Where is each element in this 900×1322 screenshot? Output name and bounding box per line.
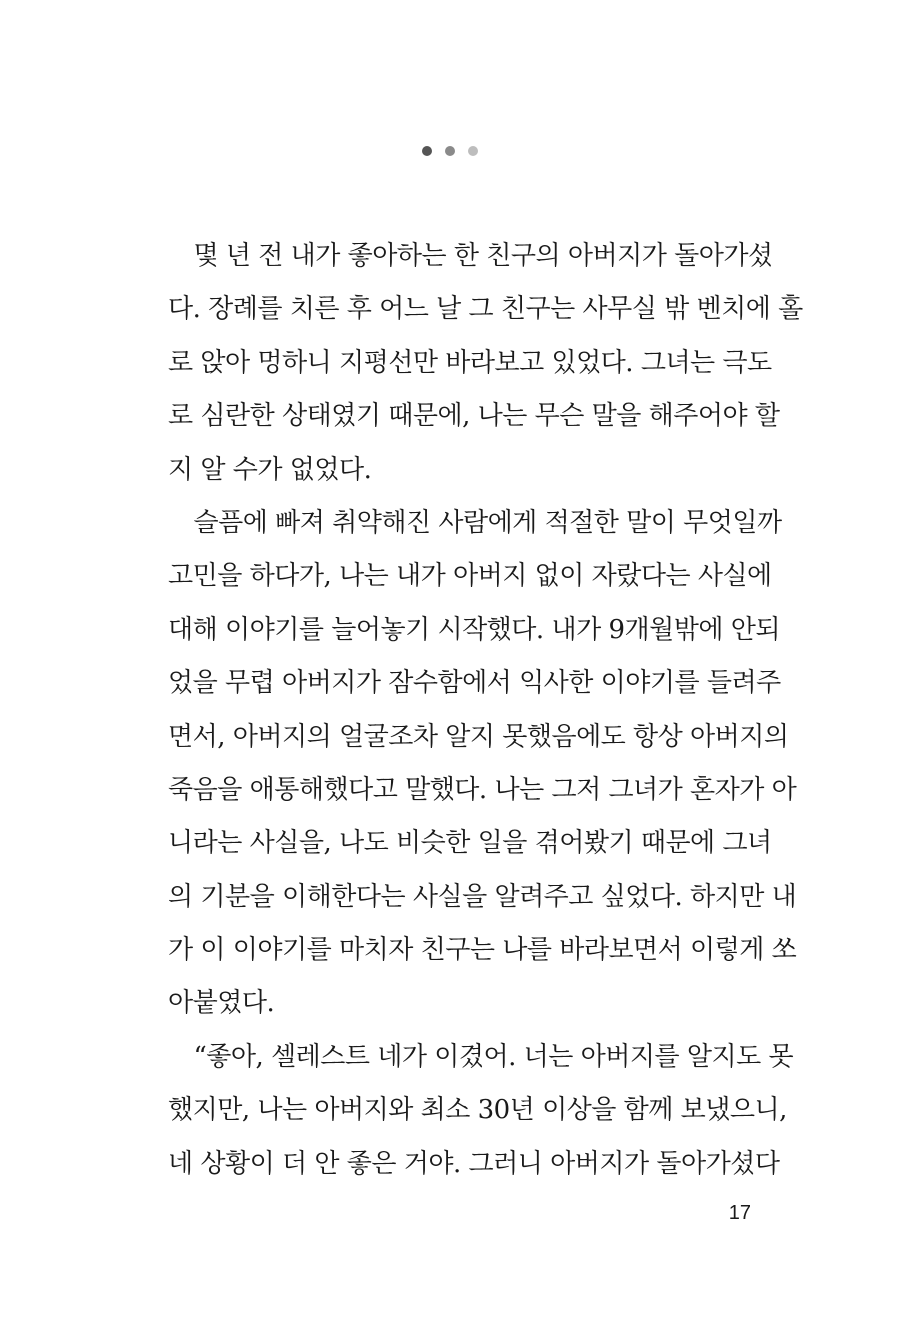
separator-dot-icon xyxy=(468,146,478,156)
text-line: 했지만, 나는 아버지와 최소 30년 이상을 함께 보냈으니, xyxy=(168,1095,787,1126)
text-line: 가 이 이야기를 마치자 친구는 나를 바라보면서 이렇게 쏘 xyxy=(168,935,797,966)
separator-dot-icon xyxy=(422,146,432,156)
paragraph xyxy=(168,1031,794,1191)
text-line: 고민을 하다가, 나는 내가 아버지 없이 자랐다는 사실에 xyxy=(168,561,772,592)
text-line: 의 기분을 이해한다는 사실을 알려주고 싶었다. 하지만 내 xyxy=(168,881,797,912)
text-line: 다. 장례를 치른 후 어느 날 그 친구는 사무실 밖 벤치에 홀 xyxy=(168,294,803,325)
text-line: 로 앉아 멍하니 지평선만 바라보고 있었다. 그녀는 극도 xyxy=(168,347,772,378)
text-line: 로 심란한 상태였기 때문에, 나는 무슨 말을 해주어야 할 xyxy=(168,401,780,432)
separator-dot-icon xyxy=(445,146,455,156)
page-number: 17 xyxy=(728,1202,751,1224)
paragraph xyxy=(168,230,803,497)
text-line: 니라는 사실을, 나도 비슷한 일을 겪어봤기 때문에 그녀 xyxy=(168,828,772,859)
text-line: “좋아, 셀레스트 네가 이겼어. 너는 아버지를 알지도 못 xyxy=(168,1041,794,1072)
text-line: 슬픔에 빠져 취약해진 사람에게 적절한 말이 무엇일까 xyxy=(168,507,782,538)
text-line: 죽음을 애통해했다고 말했다. 나는 그저 그녀가 혼자가 아 xyxy=(168,774,797,805)
paragraph xyxy=(168,497,797,1031)
body-text xyxy=(168,230,803,1191)
text-line: 대해 이야기를 늘어놓기 시작했다. 내가 9개월밖에 안되 xyxy=(168,614,780,645)
section-separator xyxy=(0,146,900,156)
text-line: 었을 무렵 아버지가 잠수함에서 익사한 이야기를 들려주 xyxy=(168,668,781,699)
text-line: 지 알 수가 없었다. xyxy=(168,454,372,485)
text-line: 아붙였다. xyxy=(168,988,275,1019)
text-line: 네 상황이 더 안 좋은 거야. 그러니 아버지가 돌아가셨다 xyxy=(168,1148,780,1179)
text-line: 면서, 아버지의 얼굴조차 알지 못했음에도 항상 아버지의 xyxy=(168,721,789,752)
text-line: 몇 년 전 내가 좋아하는 한 친구의 아버지가 돌아가셨 xyxy=(168,241,773,271)
